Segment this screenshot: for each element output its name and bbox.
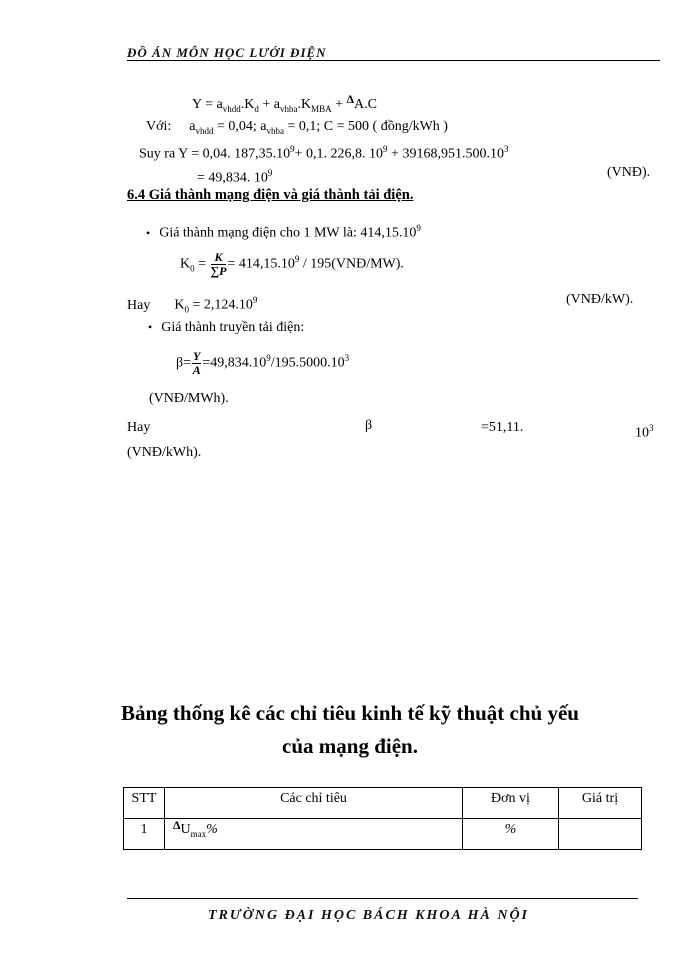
hay-beta-power: $10^3$: [635, 423, 654, 441]
hay-beta-symbol: β: [365, 418, 373, 433]
page-header: ĐỒ ÁN MÔN HỌC LƯỚI ĐIỆN: [127, 45, 327, 60]
page-footer: TRƯỜNG ĐẠI HỌC BÁCH KHOA HÀ NỘI: [208, 908, 530, 923]
footer-rule: [127, 898, 638, 899]
voi-line: Với: $a_{vhdd} = 0,04$; $a_{vhba} = 0,1$; C = 500 ( đồng/kWh ): [146, 119, 448, 136]
result-y: = 49,834. $10^9$: [197, 168, 273, 186]
k0-fraction: $\frac{K}{\sum P}$: [210, 249, 227, 278]
header-stt: STT: [124, 788, 165, 819]
header-unit: Đơn vị: [463, 788, 559, 819]
section-title: 6.4 Giá thành mạng điện và giá thành tải điện.: [127, 187, 414, 203]
bullet-2: • Giá thành truyền tải điện:: [148, 320, 305, 335]
header-value: Giá trị: [559, 788, 642, 819]
delta-symbol: Δ: [346, 92, 355, 106]
bullet-1: • Giá thành mạng điện cho 1 MW là: 414,15.10$^9$: [146, 223, 421, 241]
delta-symbol: Δ: [173, 818, 181, 832]
beta-fraction: $\frac{Y}{A}$: [192, 348, 201, 377]
table-title-line2: của mạng điện.: [282, 734, 418, 758]
bullet-mark: •: [146, 225, 151, 240]
hay-beta-value: =51,11.: [481, 420, 524, 435]
hay-beta-unit: (VNĐ/kWh).: [127, 445, 202, 460]
header-rule: [127, 60, 660, 61]
unit-mwh: (VNĐ/MWh).: [149, 391, 229, 406]
header-indicator: Các chỉ tiêu: [165, 788, 463, 819]
cell-value: [559, 819, 642, 850]
formula-y: $Y = a_{vhdd}.K_d + a_{vhba}.K_{MBA} + \Delta A.C$: [192, 92, 377, 114]
table-title-line1: Bảng thống kê các chỉ tiêu kinh tế kỹ thuật chủ yếu: [121, 701, 579, 725]
table-row: [124, 819, 642, 850]
table-header-row: [124, 788, 642, 819]
suy-ra-line: Suy ra Y = 0,04. $187,35.10^9+ 0,1$. 226,8. $10^9 + 39168,951.500.10^3$: [139, 144, 509, 162]
cell-indicator: $\Delta U_{max}\%$: [165, 819, 463, 850]
beta-formula: β= $\frac{Y}{A}$ $=49,834.10^9/195.5000.10^3$: [176, 348, 350, 377]
hay-beta-label: Hay: [127, 420, 151, 435]
cell-stt: 1: [124, 819, 165, 850]
result-y-unit: (VNĐ).: [607, 165, 651, 180]
bullet-mark: •: [148, 320, 153, 334]
hay-k0: Hay $K_0 = 2,124.10^9$: [127, 295, 258, 315]
indicator-table: [123, 787, 642, 850]
k0-formula: $K_0$ = $\frac{K}{\sum P}$ = $414,15.10^9$ / 195(VNĐ/MW).: [180, 249, 404, 278]
cell-unit: %: [463, 819, 559, 850]
hay-k0-unit: (VNĐ/kW).: [566, 292, 634, 307]
